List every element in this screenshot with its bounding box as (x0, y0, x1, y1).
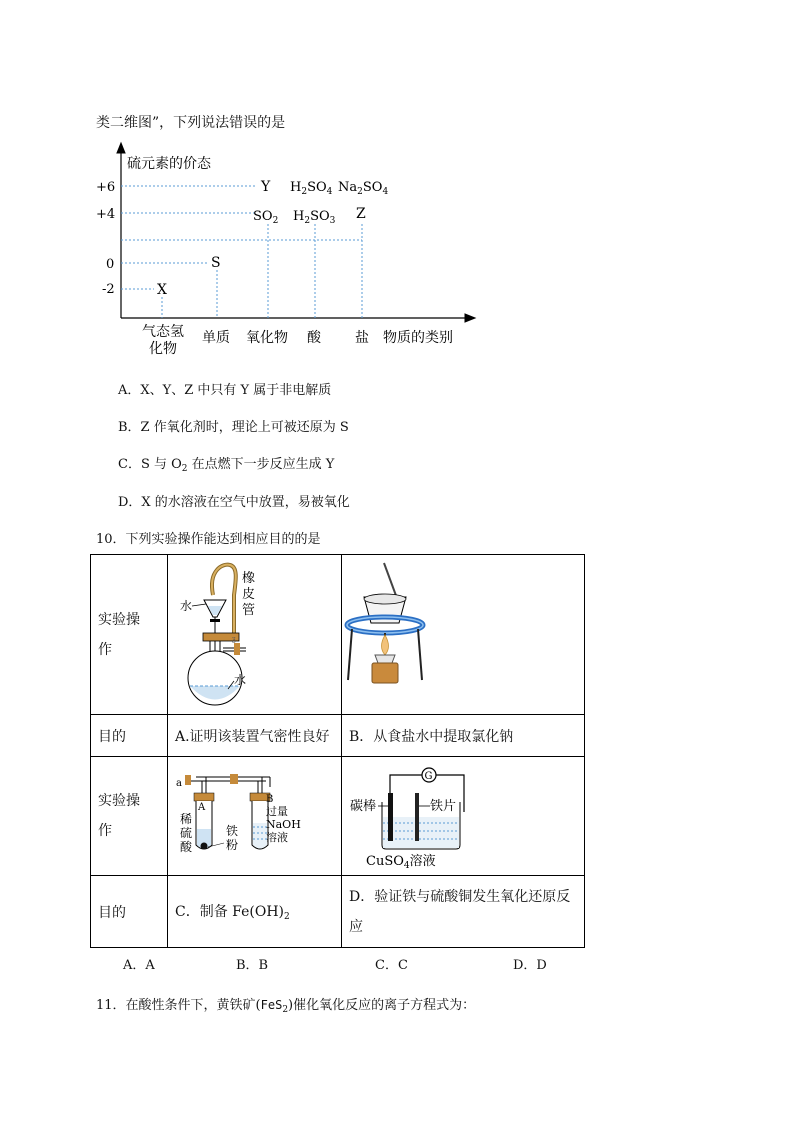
purpose-a: A.证明该装置气密性良好 (168, 715, 342, 757)
y-tick-plus6: +6 (96, 180, 116, 195)
x-cat-hydride-1: 气态氢 (142, 324, 184, 340)
sulfur-valence-chart (90, 140, 490, 360)
evaporation-apparatus-figure (342, 555, 584, 710)
q10-answer-d[interactable]: D．D (513, 958, 547, 973)
label-cuso4: CuSO$_4$溶液 (366, 854, 436, 871)
q11-stem: 11．在酸性条件下，黄铁矿(FeS$_2$)催化氧化反应的离子方程式为： (96, 998, 476, 1015)
label-rubber-2: 皮 (242, 587, 256, 602)
row2-label: 目的 (98, 728, 126, 745)
row2-label-cell (91, 715, 168, 757)
point-z: Z (356, 206, 366, 222)
fig-a-cell (168, 555, 342, 715)
label-so2: $SO_2$ (253, 209, 279, 226)
row1-label: 实验操作 (98, 611, 140, 658)
fig-c-cell (168, 757, 342, 876)
x-axis-title: 物质的类别 (383, 330, 453, 346)
label-h2so3: $H_2SO_3$ (293, 209, 336, 226)
label-water-top: 水 (180, 599, 193, 613)
label-rubber-3: 管 (242, 603, 256, 618)
q9-option-b[interactable]: B．Z 作氧化剂时，理论上可被还原为 S (118, 420, 349, 435)
q10-answer-b[interactable]: B．B (236, 958, 269, 973)
galvanic-cell-figure (342, 757, 584, 871)
label-rubber-1: 橡 (242, 571, 256, 586)
label-carbon-rod: 碳棒 (350, 799, 377, 814)
question-intro: 类二维图”，下列说法错误的是 (96, 115, 286, 131)
point-y: Y (261, 179, 271, 195)
guide-lines (121, 186, 362, 318)
label-tube-a: A (198, 802, 206, 813)
galvanometer-label: G (424, 771, 433, 782)
y-tick-minus2: -2 (102, 282, 115, 297)
purpose-d: D．验证铁与硫酸铜发生氧化还原反应 (342, 876, 585, 948)
row1-label-cell (91, 555, 168, 715)
y-axis-title: 硫元素的价态 (127, 156, 211, 172)
row3-label-cell (91, 757, 168, 876)
row3-label: 实验操作 (98, 793, 140, 839)
q10-experiment-table (90, 554, 585, 948)
purpose-c: C．制备 $Fe(OH)_2$ (168, 876, 342, 948)
label-h2so4: $H_2SO_4$ (290, 180, 333, 197)
x-cat-acid: 酸 (307, 330, 321, 346)
label-naoh-2: NaOH (266, 818, 301, 831)
label-acid-3: 酸 (180, 840, 193, 854)
row4-label: 目的 (98, 904, 126, 921)
label-tube-b: B (266, 794, 274, 805)
x-cat-element: 单质 (202, 330, 230, 346)
label-naoh-3: 溶液 (266, 831, 288, 844)
label-iron-1: 铁 (226, 824, 239, 838)
q10-answer-c[interactable]: C．C (375, 958, 408, 973)
purpose-b: B．从食盐水中提取氯化钠 (342, 715, 585, 757)
q10-stem: 10．下列实验操作能达到相应目的的是 (96, 532, 321, 547)
row4-label-cell (91, 876, 168, 948)
fig-d-cell (342, 757, 585, 876)
x-cat-hydride-2: 化物 (149, 341, 177, 357)
label-naoh-1: 过量 (266, 805, 288, 818)
ferrous-hydroxide-apparatus-figure (168, 757, 341, 871)
label-iron-plate: 铁片 (430, 799, 457, 814)
y-tick-plus4: +4 (96, 207, 116, 222)
q9-option-c[interactable]: C．S 与 $O_2$ 在点燃下一步反应生成 Y (118, 457, 335, 474)
label-acid-1: 稀 (180, 812, 193, 826)
label-water-bottom: 水 (234, 673, 247, 687)
label-acid-2: 硫 (180, 826, 193, 840)
apparatus-a-figure (168, 555, 341, 710)
q9-option-a[interactable]: A．X、Y、Z 中只有 Y 属于非电解质 (118, 383, 332, 398)
x-cat-oxide: 氧化物 (246, 330, 288, 346)
point-x: X (157, 282, 167, 298)
x-cat-salt: 盐 (355, 330, 369, 346)
y-tick-0: 0 (106, 257, 115, 272)
label-valve-a: a (176, 778, 182, 789)
label-na2so4: $Na_2SO_4$ (338, 180, 389, 197)
fig-b-cell (342, 555, 585, 715)
q9-option-d[interactable]: D．X 的水溶液在空气中放置，易被氧化 (118, 495, 350, 510)
point-s: S (211, 255, 221, 271)
q10-answer-a[interactable]: A．A (123, 958, 155, 973)
label-iron-2: 粉 (226, 838, 239, 852)
svg-text:ᵹ: ᵹ (232, 634, 236, 643)
